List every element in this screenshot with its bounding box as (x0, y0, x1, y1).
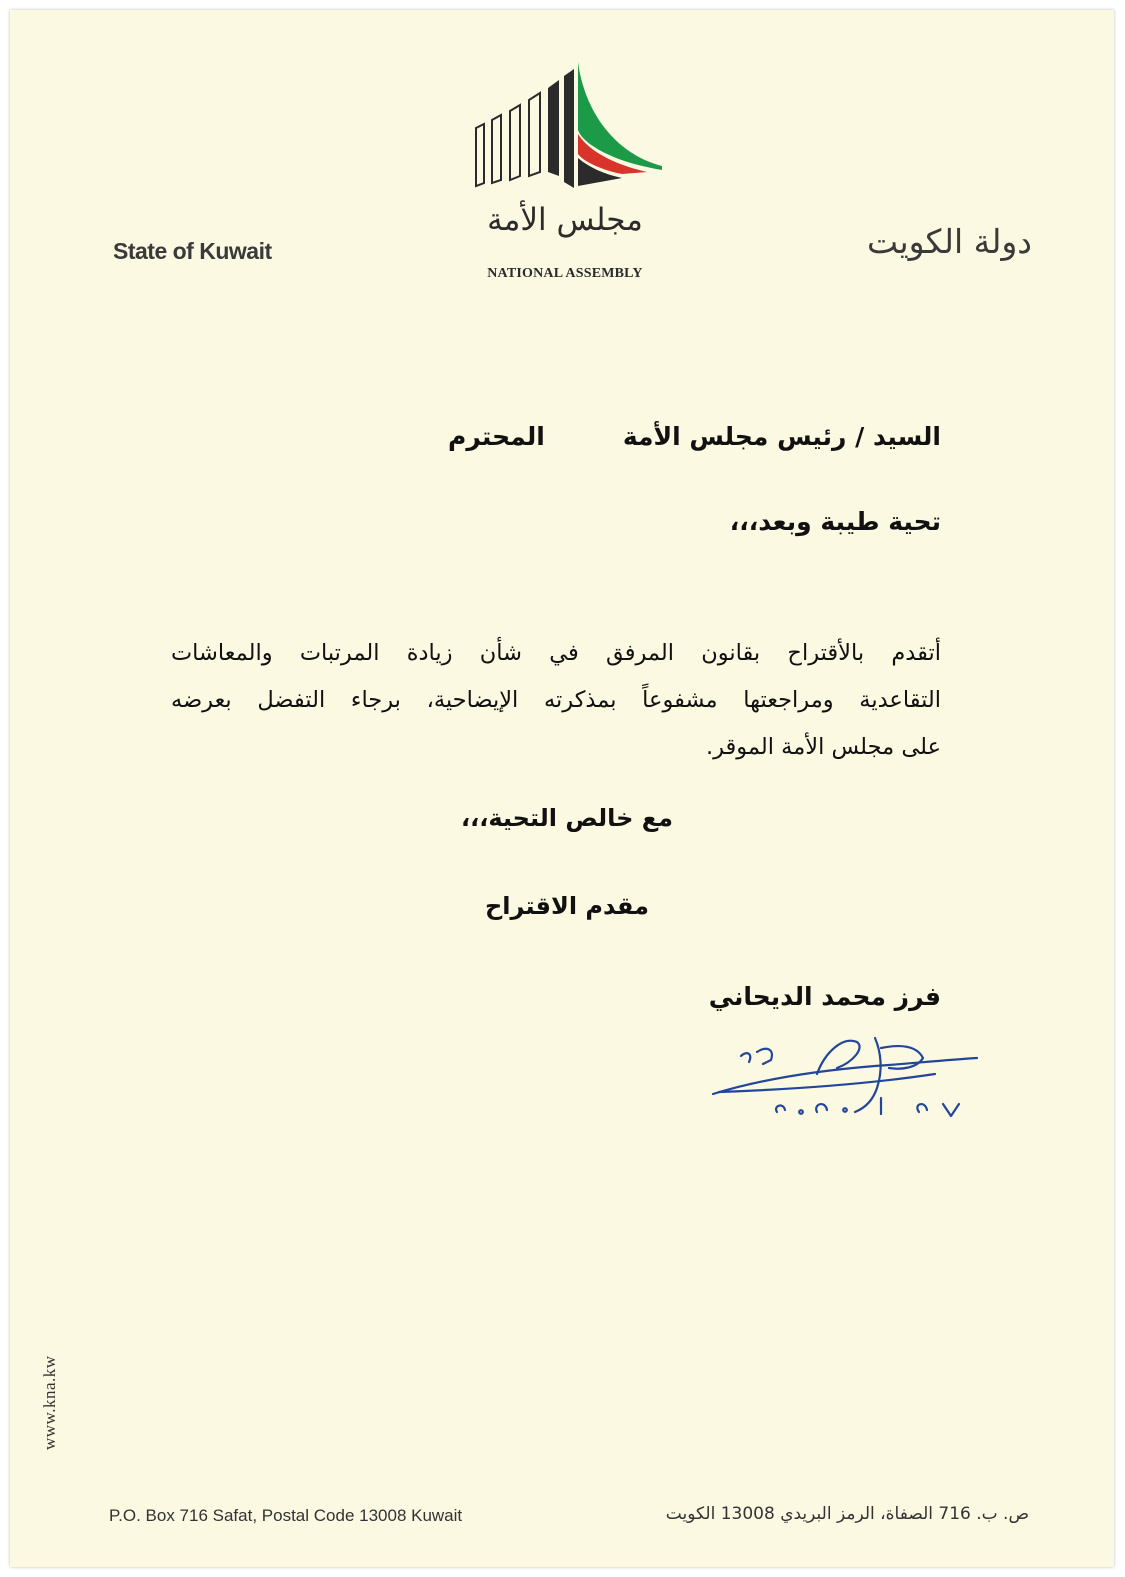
honorific: المحترم (448, 422, 545, 451)
logo-english-text: NATIONAL ASSEMBLY (487, 266, 643, 281)
signatory-name: فرز محمد الديحاني (708, 982, 941, 1011)
footer-address-english: P.O. Box 716 Safat, Postal Code 13008 Kuwait (109, 1506, 463, 1525)
letter-page (10, 10, 1114, 1567)
closing-salutation: مع خالص التحية،،، (460, 804, 674, 832)
greeting: تحية طيبة وبعد،،، (729, 507, 941, 536)
proposer-title: مقدم الاقتراح (484, 892, 649, 920)
body-line-1: أتقدم بالأقتراح بقانون المرفق في شأن زيادة المرتبات والمعاشات (171, 640, 941, 666)
state-name-arabic: دولة الكويت (867, 222, 1032, 261)
addressee: السيد / رئيس مجلس الأمة (622, 422, 941, 451)
body-line-2: التقاعدية ومراجعتها مشفوعاً بمذكرته الإيضاحية، برجاء التفضل بعرضه (171, 687, 941, 713)
national-assembly-logo (472, 58, 662, 193)
body-line-3: على مجلس الأمة الموقر. (705, 734, 941, 760)
website-url: www.kna.kw (40, 1355, 59, 1450)
footer-address-arabic: ص. ب. 716 الصفاة، الرمز البريدي 13008 الكويت (665, 1504, 1029, 1524)
handwritten-signature (705, 1028, 985, 1128)
state-name-english: State of Kuwait (113, 238, 272, 264)
logo-arabic-text: مجلس الأمة (487, 202, 643, 238)
